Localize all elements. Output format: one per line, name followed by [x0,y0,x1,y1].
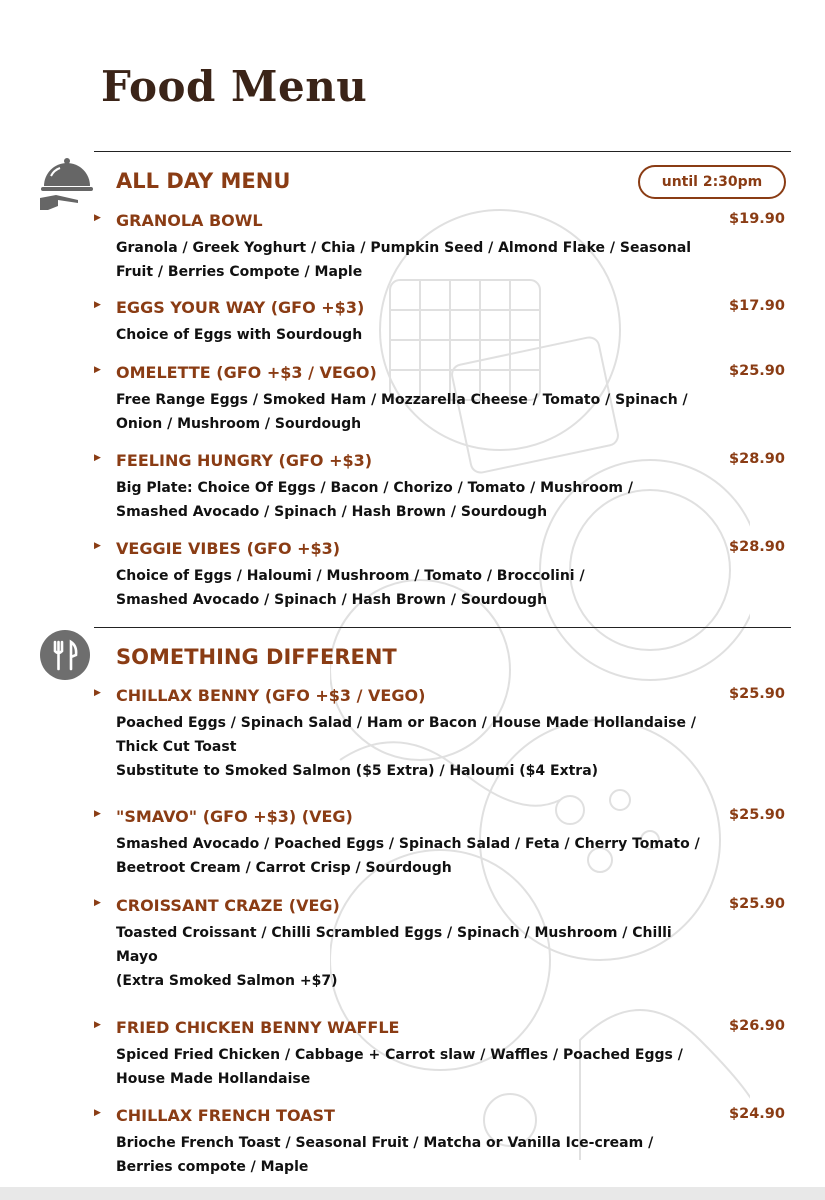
menu-item-name: EGGS YOUR WAY (GFO +$3) [116,298,365,317]
menu-item-description [116,476,736,524]
hours-badge: until 2:30pm [638,165,786,199]
menu-item [94,451,794,524]
menu-item-price: $19.90 [729,211,785,227]
bullet-icon: ▶ [94,300,101,310]
description-line: Free Range Eggs / Smoked Ham / Mozzarella Cheese / Tomato / Spinach / [116,392,688,408]
menu-item-price: $25.90 [729,896,785,912]
bullet-icon: ▶ [94,213,101,223]
menu-item [94,1018,794,1091]
menu-item-price: $24.90 [729,1106,785,1122]
menu-item-description [116,711,736,783]
description-line: (Extra Smoked Salmon +$7) [116,973,338,989]
description-line: Smashed Avocado / Poached Eggs / Spinach Salad / Feta / Cherry Tomato / [116,836,700,852]
description-line: Spiced Fried Chicken / Cabbage + Carrot slaw / Waffles / Poached Eggs / [116,1047,683,1063]
description-line: Fruit / Berries Compote / Maple [116,264,363,280]
page-title: Food Menu [101,62,368,111]
menu-item-price: $25.90 [729,686,785,702]
bullet-icon: ▶ [94,1108,101,1118]
bullet-icon: ▶ [94,688,101,698]
menu-item-name: OMELETTE (GFO +$3 / VEGO) [116,363,377,382]
menu-item [94,298,794,347]
menu-item-description [116,1043,736,1091]
menu-item-price: $17.90 [729,298,785,314]
fork-knife-icon [40,630,90,680]
section-title-all-day-menu: ALL DAY MENU [116,169,291,193]
description-line: Mayo [116,949,158,965]
menu-item-price: $25.90 [729,807,785,823]
menu-item [94,363,794,436]
menu-item-description [116,236,736,284]
description-line: Smashed Avocado / Spinach / Hash Brown / Sourdough [116,592,548,608]
menu-item-price: $28.90 [729,451,785,467]
menu-item [94,686,794,783]
description-line: House Made Hollandaise [116,1071,311,1087]
bottom-edge [0,1187,825,1200]
menu-item-name: "SMAVO" (GFO +$3) (VEG) [116,807,353,826]
menu-item-price: $26.90 [729,1018,785,1034]
bullet-icon: ▶ [94,1020,101,1030]
description-line: Choice of Eggs / Haloumi / Mushroom / Tomato / Broccolini / [116,568,585,584]
bullet-icon: ▶ [94,365,101,375]
menu-item-description [116,388,736,436]
description-line: Brioche French Toast / Seasonal Fruit / Matcha or Vanilla Ice-cream / [116,1135,654,1151]
description-line: Toasted Croissant / Chilli Scrambled Eggs / Spinach / Mushroom / Chilli [116,925,672,941]
menu-item-name: GRANOLA BOWL [116,211,263,230]
description-line: Onion / Mushroom / Sourdough [116,416,362,432]
menu-item [94,807,794,880]
bullet-icon: ▶ [94,541,101,551]
description-line: Poached Eggs / Spinach Salad / Ham or Bacon / House Made Hollandaise / [116,715,696,731]
description-line: Granola / Greek Yoghurt / Chia / Pumpkin Seed / Almond Flake / Seasonal [116,240,692,256]
section-title-something-different: SOMETHING DIFFERENT [116,645,397,669]
description-line: Berries compote / Maple [116,1159,309,1175]
bullet-icon: ▶ [94,453,101,463]
cloche-icon [38,154,96,212]
menu-item-name: VEGGIE VIBES (GFO +$3) [116,539,341,558]
menu-item-price: $28.90 [729,539,785,555]
bullet-icon: ▶ [94,809,101,819]
description-line: Beetroot Cream / Carrot Crisp / Sourdough [116,860,452,876]
menu-item-name: CHILLAX BENNY (GFO +$3 / VEGO) [116,686,426,705]
description-line: Thick Cut Toast [116,739,237,755]
description-line: Substitute to Smoked Salmon ($5 Extra) / Haloumi ($4 Extra) [116,763,599,779]
menu-item-price: $25.90 [729,363,785,379]
menu-item-description [116,832,736,880]
menu-item-description [116,921,736,993]
bullet-icon: ▶ [94,898,101,908]
menu-item-description [116,323,736,347]
description-line: Big Plate: Choice Of Eggs / Bacon / Chorizo / Tomato / Mushroom / [116,480,634,496]
description-line: Choice of Eggs with Sourdough [116,327,363,343]
menu-item-name: FEELING HUNGRY (GFO +$3) [116,451,373,470]
description-line: Smashed Avocado / Spinach / Hash Brown / Sourdough [116,504,548,520]
section-divider [94,627,791,628]
menu-item [94,539,794,612]
menu-item [94,211,794,284]
menu-item-name: CHILLAX FRENCH TOAST [116,1106,335,1125]
section-divider [94,151,791,152]
menu-item-name: FRIED CHICKEN BENNY WAFFLE [116,1018,400,1037]
menu-item-description [116,564,736,612]
menu-item [94,896,794,993]
menu-item-description [116,1131,736,1179]
menu-item [94,1106,794,1179]
menu-item-name: CROISSANT CRAZE (VEG) [116,896,340,915]
